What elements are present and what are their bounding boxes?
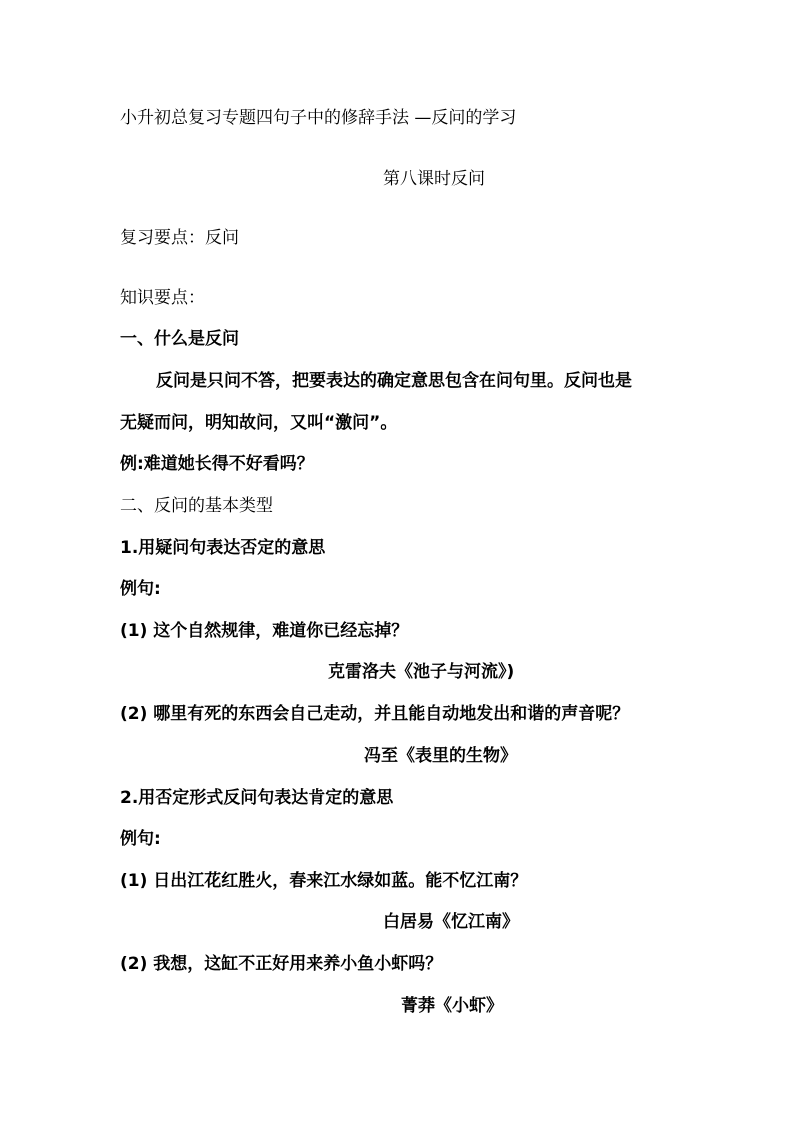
type1-example-label: 例句: bbox=[120, 579, 161, 599]
type1-example1: (1) 这个自然规律，难道你已经忘掉？ bbox=[120, 621, 409, 641]
type1-example1-source: 克雷洛夫《池子与河流》) bbox=[328, 662, 515, 682]
section1-example: 例:难道她长得不好看吗？ bbox=[120, 454, 314, 474]
type2-example1-source: 白居易《忆江南》 bbox=[383, 912, 519, 932]
type1-title: 1.用疑问句表达否定的意思 bbox=[120, 538, 326, 558]
lesson-title: 第八课时反问 bbox=[383, 169, 485, 189]
section1-heading: 一、什么是反问 bbox=[120, 329, 239, 349]
type2-title: 2.用否定形式反问句表达肯定的意思 bbox=[120, 788, 394, 808]
section2-heading: 二、反问的基本类型 bbox=[120, 496, 273, 516]
knowledge-points-label: 知识要点： bbox=[120, 288, 205, 308]
section1-paragraph-line1: 反问是只问不答，把要表达的确定意思包含在问句里。反问也是 bbox=[156, 371, 632, 391]
section1-paragraph-line2: 无疑而问，明知故问，又叫“激问”。 bbox=[120, 413, 398, 433]
type2-example2-source: 菁莽《小虾》 bbox=[401, 996, 503, 1016]
review-point: 复习要点：反问 bbox=[120, 228, 239, 248]
type2-example-label: 例句: bbox=[120, 829, 161, 849]
type2-example1: (1) 日出江花红胜火，春来江水绿如蓝。能不忆江南？ bbox=[120, 871, 528, 891]
type1-example2-source: 冯至《表里的生物》 bbox=[364, 746, 517, 766]
document-title: 小升初总复习专题四句子中的修辞手法 —反问的学习 bbox=[120, 108, 517, 128]
type1-example2: (2) 哪里有死的东西会自己走动，并且能自动地发出和谐的声音呢？ bbox=[120, 704, 630, 724]
type2-example2: (2) 我想，这缸不正好用来养小鱼小虾吗？ bbox=[120, 954, 443, 974]
